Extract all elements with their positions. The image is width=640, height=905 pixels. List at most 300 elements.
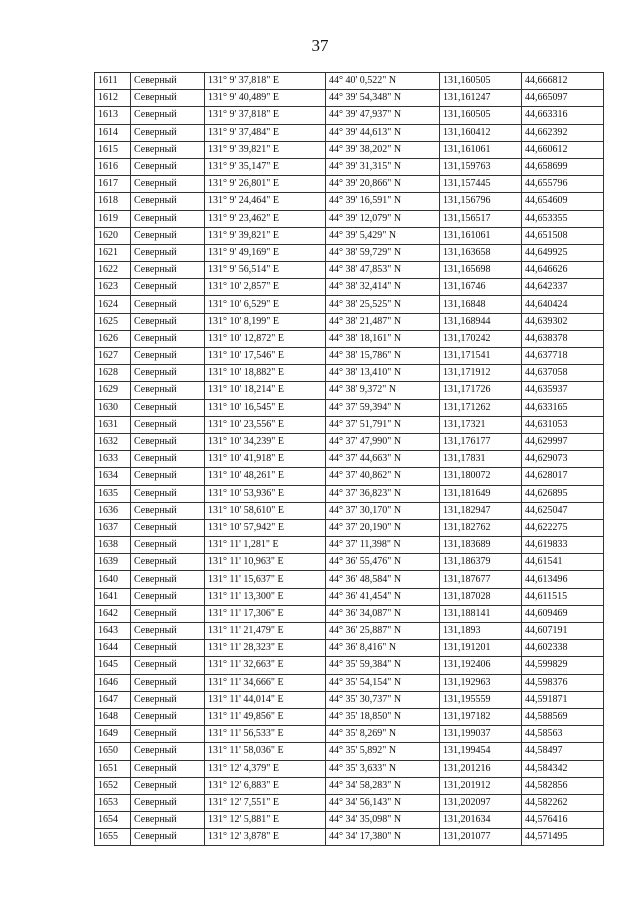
table-row: [95, 812, 604, 829]
point-number-cell: 1642: [95, 605, 131, 622]
latitude-dms-cell: 44° 36' 55,476" N: [326, 554, 440, 571]
table-row: [95, 640, 604, 657]
point-number-cell: 1611: [95, 73, 131, 90]
latitude-decimal-cell: 44,602338: [522, 640, 604, 657]
table-row: [95, 262, 604, 279]
zone-name-cell: Северный: [131, 502, 205, 519]
longitude-decimal-cell: 131,159763: [440, 158, 522, 175]
latitude-decimal-cell: 44,611515: [522, 588, 604, 605]
table-row: [95, 330, 604, 347]
table-row: [95, 227, 604, 244]
longitude-dms-cell: 131° 9' 37,484" E: [205, 124, 326, 141]
longitude-decimal-cell: 131,171541: [440, 348, 522, 365]
latitude-dms-cell: 44° 35' 5,892" N: [326, 743, 440, 760]
latitude-decimal-cell: 44,663316: [522, 107, 604, 124]
zone-name-cell: Северный: [131, 107, 205, 124]
latitude-dms-cell: 44° 38' 21,487" N: [326, 313, 440, 330]
point-number-cell: 1653: [95, 794, 131, 811]
coordinates-table: [94, 72, 604, 846]
longitude-dms-cell: 131° 11' 34,666" E: [205, 674, 326, 691]
point-number-cell: 1644: [95, 640, 131, 657]
table-row: [95, 176, 604, 193]
longitude-decimal-cell: 131,199454: [440, 743, 522, 760]
longitude-decimal-cell: 131,201912: [440, 777, 522, 794]
table-row: [95, 777, 604, 794]
table-row: [95, 73, 604, 90]
table-row: [95, 623, 604, 640]
table-row: [95, 348, 604, 365]
longitude-dms-cell: 131° 11' 17,306" E: [205, 605, 326, 622]
latitude-dms-cell: 44° 37' 47,990" N: [326, 433, 440, 450]
zone-name-cell: Северный: [131, 382, 205, 399]
latitude-decimal-cell: 44,654609: [522, 193, 604, 210]
longitude-decimal-cell: 131,201216: [440, 760, 522, 777]
longitude-decimal-cell: 131,157445: [440, 176, 522, 193]
longitude-decimal-cell: 131,186379: [440, 554, 522, 571]
latitude-dms-cell: 44° 35' 59,384" N: [326, 657, 440, 674]
latitude-dms-cell: 44° 39' 38,202" N: [326, 141, 440, 158]
point-number-cell: 1626: [95, 330, 131, 347]
zone-name-cell: Северный: [131, 691, 205, 708]
latitude-dms-cell: 44° 37' 51,791" N: [326, 416, 440, 433]
latitude-decimal-cell: 44,637718: [522, 348, 604, 365]
point-number-cell: 1634: [95, 468, 131, 485]
latitude-dms-cell: 44° 36' 8,416" N: [326, 640, 440, 657]
longitude-dms-cell: 131° 11' 1,281" E: [205, 537, 326, 554]
zone-name-cell: Северный: [131, 158, 205, 175]
longitude-decimal-cell: 131,160505: [440, 107, 522, 124]
longitude-decimal-cell: 131,192406: [440, 657, 522, 674]
longitude-dms-cell: 131° 12' 5,881" E: [205, 812, 326, 829]
coordinates-table-body: [95, 73, 604, 846]
table-row: [95, 794, 604, 811]
latitude-decimal-cell: 44,626895: [522, 485, 604, 502]
longitude-decimal-cell: 131,187028: [440, 588, 522, 605]
latitude-decimal-cell: 44,637058: [522, 365, 604, 382]
longitude-dms-cell: 131° 11' 49,856" E: [205, 708, 326, 725]
page-number: 37: [311, 36, 329, 55]
zone-name-cell: Северный: [131, 674, 205, 691]
longitude-dms-cell: 131° 9' 24,464" E: [205, 193, 326, 210]
latitude-decimal-cell: 44,640424: [522, 296, 604, 313]
table-row: [95, 829, 604, 846]
zone-name-cell: Северный: [131, 73, 205, 90]
latitude-dms-cell: 44° 36' 34,087" N: [326, 605, 440, 622]
latitude-decimal-cell: 44,625047: [522, 502, 604, 519]
table-row: [95, 279, 604, 296]
longitude-dms-cell: 131° 10' 18,882" E: [205, 365, 326, 382]
table-row: [95, 193, 604, 210]
latitude-dms-cell: 44° 38' 18,161" N: [326, 330, 440, 347]
point-number-cell: 1612: [95, 90, 131, 107]
table-row: [95, 743, 604, 760]
point-number-cell: 1635: [95, 485, 131, 502]
zone-name-cell: Северный: [131, 227, 205, 244]
longitude-dms-cell: 131° 12' 3,878" E: [205, 829, 326, 846]
zone-name-cell: Северный: [131, 468, 205, 485]
latitude-dms-cell: 44° 37' 30,170" N: [326, 502, 440, 519]
longitude-dms-cell: 131° 10' 23,556" E: [205, 416, 326, 433]
point-number-cell: 1621: [95, 244, 131, 261]
latitude-dms-cell: 44° 39' 16,591" N: [326, 193, 440, 210]
longitude-dms-cell: 131° 10' 17,546" E: [205, 348, 326, 365]
point-number-cell: 1617: [95, 176, 131, 193]
longitude-dms-cell: 131° 11' 32,663" E: [205, 657, 326, 674]
longitude-dms-cell: 131° 10' 57,942" E: [205, 519, 326, 536]
longitude-decimal-cell: 131,183689: [440, 537, 522, 554]
latitude-decimal-cell: 44,588569: [522, 708, 604, 725]
longitude-dms-cell: 131° 10' 53,936" E: [205, 485, 326, 502]
longitude-decimal-cell: 131,168944: [440, 313, 522, 330]
latitude-decimal-cell: 44,598376: [522, 674, 604, 691]
table-row: [95, 210, 604, 227]
longitude-decimal-cell: 131,156517: [440, 210, 522, 227]
zone-name-cell: Северный: [131, 433, 205, 450]
longitude-dms-cell: 131° 11' 13,300" E: [205, 588, 326, 605]
point-number-cell: 1623: [95, 279, 131, 296]
point-number-cell: 1633: [95, 451, 131, 468]
longitude-decimal-cell: 131,160412: [440, 124, 522, 141]
longitude-dms-cell: 131° 10' 2,857" E: [205, 279, 326, 296]
zone-name-cell: Северный: [131, 210, 205, 227]
longitude-decimal-cell: 131,161061: [440, 141, 522, 158]
latitude-decimal-cell: 44,649925: [522, 244, 604, 261]
zone-name-cell: Северный: [131, 365, 205, 382]
longitude-dms-cell: 131° 9' 39,821" E: [205, 141, 326, 158]
longitude-decimal-cell: 131,16746: [440, 279, 522, 296]
zone-name-cell: Северный: [131, 313, 205, 330]
point-number-cell: 1625: [95, 313, 131, 330]
zone-name-cell: Северный: [131, 90, 205, 107]
zone-name-cell: Северный: [131, 124, 205, 141]
zone-name-cell: Северный: [131, 554, 205, 571]
table-row: [95, 158, 604, 175]
table-row: [95, 416, 604, 433]
latitude-decimal-cell: 44,619833: [522, 537, 604, 554]
longitude-decimal-cell: 131,160505: [440, 73, 522, 90]
longitude-dms-cell: 131° 9' 26,801" E: [205, 176, 326, 193]
latitude-decimal-cell: 44,633165: [522, 399, 604, 416]
longitude-decimal-cell: 131,17831: [440, 451, 522, 468]
latitude-dms-cell: 44° 38' 15,786" N: [326, 348, 440, 365]
longitude-dms-cell: 131° 10' 58,610" E: [205, 502, 326, 519]
point-number-cell: 1636: [95, 502, 131, 519]
zone-name-cell: Северный: [131, 571, 205, 588]
longitude-dms-cell: 131° 9' 23,462" E: [205, 210, 326, 227]
latitude-decimal-cell: 44,622275: [522, 519, 604, 536]
latitude-decimal-cell: 44,646626: [522, 262, 604, 279]
latitude-dms-cell: 44° 38' 25,525" N: [326, 296, 440, 313]
point-number-cell: 1652: [95, 777, 131, 794]
latitude-dms-cell: 44° 39' 47,937" N: [326, 107, 440, 124]
longitude-dms-cell: 131° 11' 15,637" E: [205, 571, 326, 588]
latitude-dms-cell: 44° 35' 3,633" N: [326, 760, 440, 777]
point-number-cell: 1643: [95, 623, 131, 640]
latitude-dms-cell: 44° 38' 9,372" N: [326, 382, 440, 399]
longitude-dms-cell: 131° 9' 37,818" E: [205, 73, 326, 90]
zone-name-cell: Северный: [131, 726, 205, 743]
longitude-dms-cell: 131° 11' 28,323" E: [205, 640, 326, 657]
table-row: [95, 244, 604, 261]
longitude-dms-cell: 131° 10' 12,872" E: [205, 330, 326, 347]
zone-name-cell: Северный: [131, 743, 205, 760]
latitude-dms-cell: 44° 34' 58,283" N: [326, 777, 440, 794]
latitude-dms-cell: 44° 37' 36,823" N: [326, 485, 440, 502]
zone-name-cell: Северный: [131, 348, 205, 365]
zone-name-cell: Северный: [131, 485, 205, 502]
longitude-decimal-cell: 131,171726: [440, 382, 522, 399]
point-number-cell: 1629: [95, 382, 131, 399]
latitude-dms-cell: 44° 34' 35,098" N: [326, 812, 440, 829]
latitude-decimal-cell: 44,638378: [522, 330, 604, 347]
latitude-dms-cell: 44° 39' 20,866" N: [326, 176, 440, 193]
longitude-dms-cell: 131° 9' 49,169" E: [205, 244, 326, 261]
point-number-cell: 1639: [95, 554, 131, 571]
longitude-dms-cell: 131° 11' 10,963" E: [205, 554, 326, 571]
table-row: [95, 365, 604, 382]
point-number-cell: 1624: [95, 296, 131, 313]
latitude-dms-cell: 44° 36' 48,584" N: [326, 571, 440, 588]
point-number-cell: 1620: [95, 227, 131, 244]
point-number-cell: 1615: [95, 141, 131, 158]
latitude-decimal-cell: 44,631053: [522, 416, 604, 433]
table-row: [95, 605, 604, 622]
table-row: [95, 90, 604, 107]
point-number-cell: 1638: [95, 537, 131, 554]
longitude-decimal-cell: 131,192963: [440, 674, 522, 691]
longitude-dms-cell: 131° 9' 35,147" E: [205, 158, 326, 175]
zone-name-cell: Северный: [131, 141, 205, 158]
zone-name-cell: Северный: [131, 416, 205, 433]
table-row: [95, 485, 604, 502]
latitude-dms-cell: 44° 37' 59,394" N: [326, 399, 440, 416]
latitude-decimal-cell: 44,629997: [522, 433, 604, 450]
point-number-cell: 1645: [95, 657, 131, 674]
table-row: [95, 571, 604, 588]
longitude-decimal-cell: 131,161247: [440, 90, 522, 107]
table-row: [95, 468, 604, 485]
longitude-dms-cell: 131° 11' 44,014" E: [205, 691, 326, 708]
table-row: [95, 554, 604, 571]
table-row: [95, 399, 604, 416]
latitude-decimal-cell: 44,655796: [522, 176, 604, 193]
point-number-cell: 1649: [95, 726, 131, 743]
latitude-dms-cell: 44° 38' 47,853" N: [326, 262, 440, 279]
zone-name-cell: Северный: [131, 176, 205, 193]
table-row: [95, 107, 604, 124]
latitude-dms-cell: 44° 35' 8,269" N: [326, 726, 440, 743]
latitude-decimal-cell: 44,666812: [522, 73, 604, 90]
point-number-cell: 1628: [95, 365, 131, 382]
longitude-decimal-cell: 131,182947: [440, 502, 522, 519]
zone-name-cell: Северный: [131, 519, 205, 536]
latitude-dms-cell: 44° 35' 18,850" N: [326, 708, 440, 725]
point-number-cell: 1631: [95, 416, 131, 433]
zone-name-cell: Северный: [131, 812, 205, 829]
latitude-decimal-cell: 44,629073: [522, 451, 604, 468]
point-number-cell: 1654: [95, 812, 131, 829]
table-row: [95, 296, 604, 313]
longitude-decimal-cell: 131,171262: [440, 399, 522, 416]
longitude-decimal-cell: 131,182762: [440, 519, 522, 536]
latitude-dms-cell: 44° 38' 59,729" N: [326, 244, 440, 261]
longitude-dms-cell: 131° 12' 4,379" E: [205, 760, 326, 777]
table-row: [95, 519, 604, 536]
latitude-dms-cell: 44° 39' 31,315" N: [326, 158, 440, 175]
zone-name-cell: Северный: [131, 330, 205, 347]
latitude-dms-cell: 44° 39' 12,079" N: [326, 210, 440, 227]
longitude-decimal-cell: 131,156796: [440, 193, 522, 210]
zone-name-cell: Северный: [131, 623, 205, 640]
table-row: [95, 588, 604, 605]
point-number-cell: 1630: [95, 399, 131, 416]
latitude-dms-cell: 44° 40' 0,522" N: [326, 73, 440, 90]
longitude-dms-cell: 131° 10' 8,199" E: [205, 313, 326, 330]
latitude-dms-cell: 44° 35' 30,737" N: [326, 691, 440, 708]
latitude-dms-cell: 44° 37' 20,190" N: [326, 519, 440, 536]
zone-name-cell: Северный: [131, 244, 205, 261]
point-number-cell: 1613: [95, 107, 131, 124]
zone-name-cell: Северный: [131, 451, 205, 468]
longitude-decimal-cell: 131,170242: [440, 330, 522, 347]
latitude-decimal-cell: 44,576416: [522, 812, 604, 829]
point-number-cell: 1648: [95, 708, 131, 725]
longitude-decimal-cell: 131,188141: [440, 605, 522, 622]
point-number-cell: 1619: [95, 210, 131, 227]
longitude-decimal-cell: 131,199037: [440, 726, 522, 743]
latitude-decimal-cell: 44,639302: [522, 313, 604, 330]
point-number-cell: 1616: [95, 158, 131, 175]
table-row: [95, 502, 604, 519]
point-number-cell: 1650: [95, 743, 131, 760]
latitude-decimal-cell: 44,591871: [522, 691, 604, 708]
latitude-dms-cell: 44° 39' 5,429" N: [326, 227, 440, 244]
latitude-dms-cell: 44° 37' 11,398" N: [326, 537, 440, 554]
latitude-dms-cell: 44° 39' 44,613" N: [326, 124, 440, 141]
longitude-decimal-cell: 131,161061: [440, 227, 522, 244]
table-row: [95, 657, 604, 674]
longitude-decimal-cell: 131,187677: [440, 571, 522, 588]
zone-name-cell: Северный: [131, 537, 205, 554]
point-number-cell: 1651: [95, 760, 131, 777]
latitude-decimal-cell: 44,582262: [522, 794, 604, 811]
longitude-decimal-cell: 131,180072: [440, 468, 522, 485]
latitude-decimal-cell: 44,607191: [522, 623, 604, 640]
longitude-decimal-cell: 131,17321: [440, 416, 522, 433]
longitude-dms-cell: 131° 9' 40,489" E: [205, 90, 326, 107]
latitude-decimal-cell: 44,571495: [522, 829, 604, 846]
latitude-decimal-cell: 44,599829: [522, 657, 604, 674]
latitude-decimal-cell: 44,658699: [522, 158, 604, 175]
longitude-dms-cell: 131° 10' 16,545" E: [205, 399, 326, 416]
latitude-decimal-cell: 44,665097: [522, 90, 604, 107]
latitude-dms-cell: 44° 35' 54,154" N: [326, 674, 440, 691]
point-number-cell: 1627: [95, 348, 131, 365]
latitude-dms-cell: 44° 38' 32,414" N: [326, 279, 440, 296]
zone-name-cell: Северный: [131, 588, 205, 605]
point-number-cell: 1646: [95, 674, 131, 691]
latitude-decimal-cell: 44,651508: [522, 227, 604, 244]
latitude-decimal-cell: 44,653355: [522, 210, 604, 227]
latitude-dms-cell: 44° 39' 54,348" N: [326, 90, 440, 107]
latitude-decimal-cell: 44,628017: [522, 468, 604, 485]
latitude-dms-cell: 44° 37' 44,663" N: [326, 451, 440, 468]
longitude-dms-cell: 131° 9' 56,514" E: [205, 262, 326, 279]
longitude-dms-cell: 131° 11' 21,479" E: [205, 623, 326, 640]
table-row: [95, 691, 604, 708]
table-row: [95, 382, 604, 399]
zone-name-cell: Северный: [131, 760, 205, 777]
point-number-cell: 1655: [95, 829, 131, 846]
longitude-decimal-cell: 131,195559: [440, 691, 522, 708]
longitude-decimal-cell: 131,201634: [440, 812, 522, 829]
zone-name-cell: Северный: [131, 193, 205, 210]
latitude-dms-cell: 44° 36' 41,454" N: [326, 588, 440, 605]
table-row: [95, 726, 604, 743]
table-row: [95, 760, 604, 777]
longitude-dms-cell: 131° 10' 6,529" E: [205, 296, 326, 313]
latitude-decimal-cell: 44,58563: [522, 726, 604, 743]
latitude-decimal-cell: 44,609469: [522, 605, 604, 622]
longitude-decimal-cell: 131,197182: [440, 708, 522, 725]
point-number-cell: 1622: [95, 262, 131, 279]
point-number-cell: 1640: [95, 571, 131, 588]
latitude-dms-cell: 44° 34' 56,143" N: [326, 794, 440, 811]
latitude-decimal-cell: 44,613496: [522, 571, 604, 588]
latitude-decimal-cell: 44,582856: [522, 777, 604, 794]
longitude-dms-cell: 131° 9' 39,821" E: [205, 227, 326, 244]
longitude-dms-cell: 131° 10' 34,239" E: [205, 433, 326, 450]
longitude-decimal-cell: 131,191201: [440, 640, 522, 657]
table-row: [95, 141, 604, 158]
longitude-decimal-cell: 131,1893: [440, 623, 522, 640]
longitude-dms-cell: 131° 10' 41,918" E: [205, 451, 326, 468]
zone-name-cell: Северный: [131, 829, 205, 846]
latitude-dms-cell: 44° 36' 25,887" N: [326, 623, 440, 640]
longitude-dms-cell: 131° 9' 37,818" E: [205, 107, 326, 124]
point-number-cell: 1618: [95, 193, 131, 210]
longitude-decimal-cell: 131,16848: [440, 296, 522, 313]
table-row: [95, 674, 604, 691]
zone-name-cell: Северный: [131, 657, 205, 674]
table-row: [95, 124, 604, 141]
zone-name-cell: Северный: [131, 279, 205, 296]
table-row: [95, 433, 604, 450]
table-row: [95, 537, 604, 554]
longitude-decimal-cell: 131,201077: [440, 829, 522, 846]
point-number-cell: 1641: [95, 588, 131, 605]
longitude-dms-cell: 131° 11' 58,036" E: [205, 743, 326, 760]
longitude-dms-cell: 131° 12' 7,551" E: [205, 794, 326, 811]
table-row: [95, 708, 604, 725]
latitude-decimal-cell: 44,58497: [522, 743, 604, 760]
latitude-dms-cell: 44° 38' 13,410" N: [326, 365, 440, 382]
table-row: [95, 451, 604, 468]
longitude-decimal-cell: 131,171912: [440, 365, 522, 382]
longitude-decimal-cell: 131,202097: [440, 794, 522, 811]
point-number-cell: 1614: [95, 124, 131, 141]
longitude-decimal-cell: 131,181649: [440, 485, 522, 502]
longitude-dms-cell: 131° 10' 48,261" E: [205, 468, 326, 485]
zone-name-cell: Северный: [131, 640, 205, 657]
latitude-decimal-cell: 44,660612: [522, 141, 604, 158]
zone-name-cell: Северный: [131, 399, 205, 416]
longitude-decimal-cell: 131,176177: [440, 433, 522, 450]
zone-name-cell: Северный: [131, 708, 205, 725]
point-number-cell: 1632: [95, 433, 131, 450]
longitude-decimal-cell: 131,165698: [440, 262, 522, 279]
longitude-dms-cell: 131° 10' 18,214" E: [205, 382, 326, 399]
